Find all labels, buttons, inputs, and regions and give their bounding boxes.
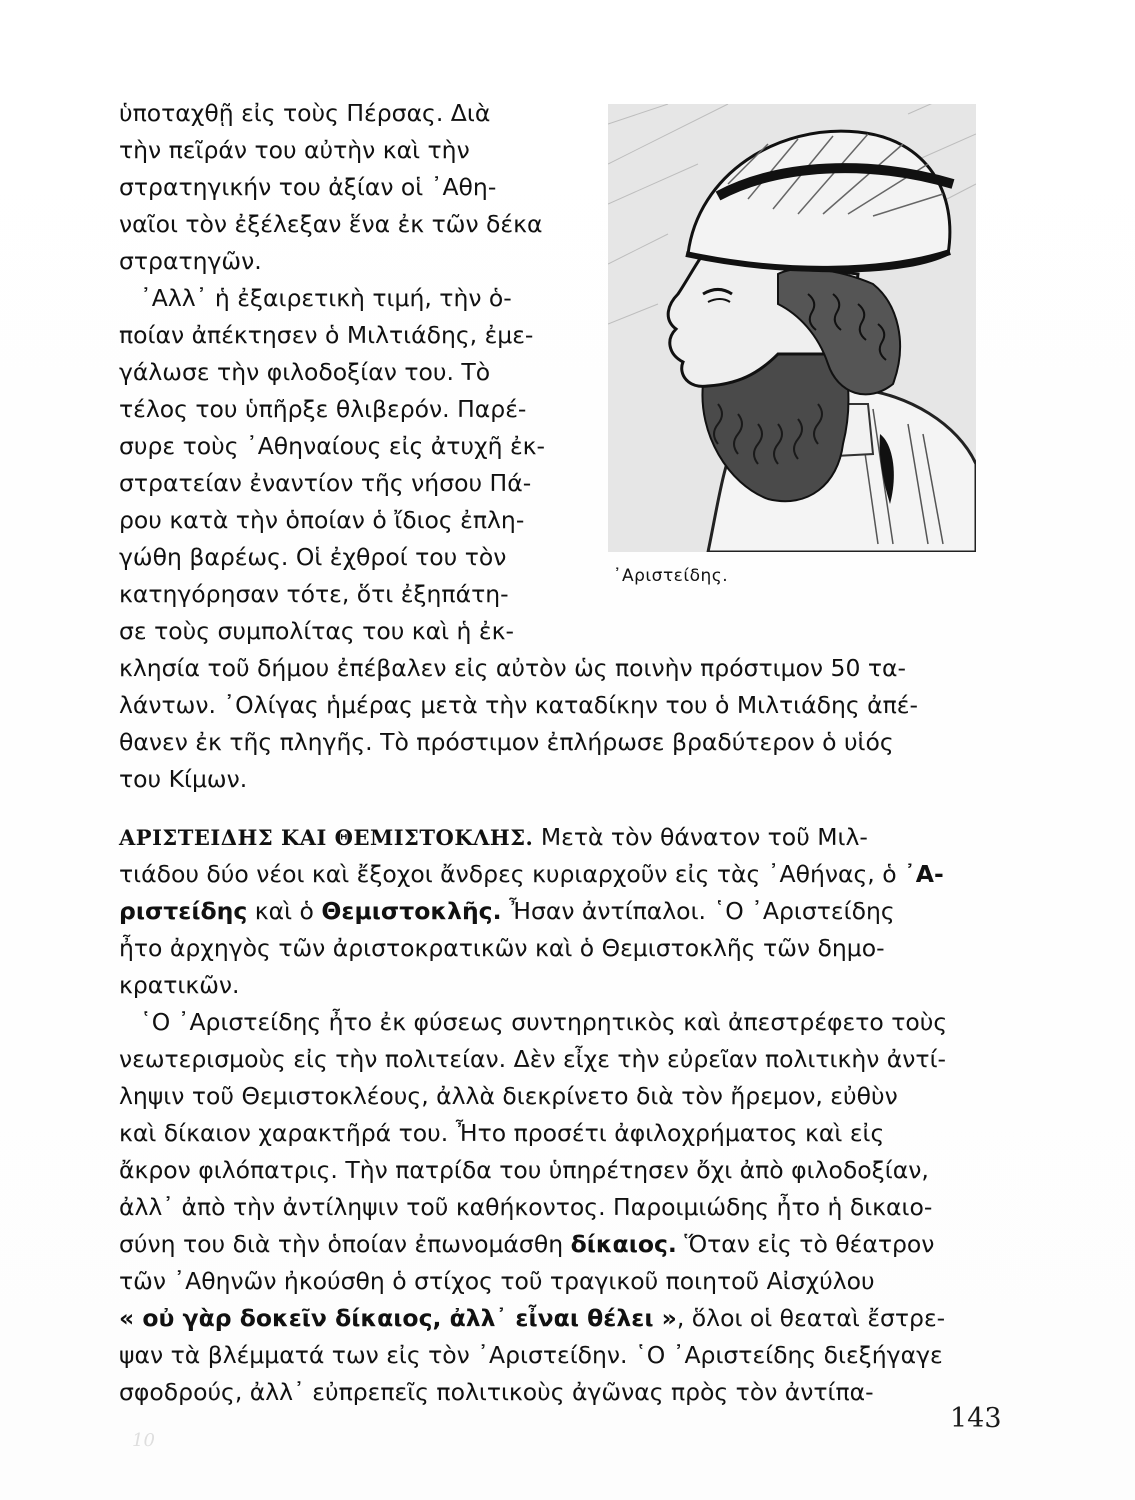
page-number: 143: [950, 1403, 1002, 1434]
para2-line: ἀλλ᾿ ἀπὸ τὴν ἀντίληψιν τοῦ καθήκοντος. Παροιμιώδης ἦτο ἡ δικαιο-: [119, 1193, 933, 1221]
section-line-3: [119, 897, 895, 925]
section-line-2: [119, 860, 944, 888]
column-line: στρατείαν ἐναντίον τῆς νήσου Πά-: [119, 469, 532, 497]
column-line: σε τοὺς συμπολίτας του καὶ ἡ ἐκ-: [119, 617, 514, 645]
section-line-4: ἦτο ἀρχηγὸς τῶν ἀριστοκρατικῶν καὶ ὁ Θεμιστοκλῆς τῶν δημο-: [119, 934, 885, 962]
paragraph-line: θανεν ἐκ τῆς πληγῆς. Τὸ πρόστιμον ἐπλήρωσε βραδύτερον ὁ υἱός: [119, 728, 894, 756]
para2-line-7-text: σύνη του διὰ τὴν ὁποίαν ἐπωνομάσθη: [119, 1230, 571, 1258]
column-line: ὑποταχθῇ εἰς τοὺς Πέρσας. Διὰ: [119, 99, 491, 127]
column-line: γάλωσε τὴν φιλοδοξίαν του. Τὸ: [119, 358, 491, 386]
aristides-portrait: [608, 104, 976, 552]
portrait-caption: ᾿Αριστείδης.: [613, 566, 729, 586]
section-line-2-text: τιάδου δύο νέοι καὶ ἔξοχοι ἄνδρες κυριαρχοῦν εἰς τὰς ᾿Αθήνας, ὁ: [119, 860, 905, 888]
para2-line: τῶν ᾿Αθηνῶν ἠκούσθη ὁ στίχος τοῦ τραγικοῦ ποιητοῦ Αἰσχύλου: [119, 1267, 875, 1295]
para2-line: σφοδρούς, ἀλλ᾿ εὐπρεπεῖς πολιτικοὺς ἀγῶνας πρὸς τὸν ἀντίπα-: [119, 1378, 874, 1406]
column-line: συρε τοὺς ᾿Αθηναίους εἰς ἀτυχῆ ἐκ-: [119, 432, 545, 460]
para2-line: νεωτερισμοὺς εἰς τὴν πολιτείαν. Δὲν εἶχε τὴν εὐρεῖαν πολιτικὴν ἀντί-: [119, 1045, 947, 1073]
section-line-3-mid: καὶ ὁ: [247, 897, 322, 925]
paragraph-line: κλησία τοῦ δήμου ἐπέβαλεν εἰς αὐτὸν ὡς ποινὴν πρόστιμον 50 τα-: [119, 654, 906, 682]
aristides-bust-illustration: [608, 104, 976, 552]
section-heading: ΑΡΙΣΤΕΙΔΗΣ ΚΑΙ ΘΕΜΙΣΤΟΚΛΗΣ.: [119, 825, 534, 850]
faint-bleedthrough-number: 10: [132, 1430, 155, 1451]
para2-line: [119, 1304, 946, 1332]
para2-line-9-rest: , ὅλοι οἱ θεαταὶ ἔστρε-: [676, 1304, 946, 1332]
para2-line-7-rest: Ὅταν εἰς τὸ θέατρον: [676, 1230, 935, 1258]
para2-line: ληψιν τοῦ Θεμιστοκλέους, ἀλλὰ διεκρίνετο διὰ τὸν ἤρεμον, εὐθὺν: [119, 1082, 898, 1110]
dikaios-bold: δίκαιος.: [570, 1230, 677, 1258]
column-line: ναῖοι τὸν ἐξέλεξαν ἕνα ἐκ τῶν δέκα: [119, 210, 543, 238]
column-line: ποίαν ἀπέκτησεν ὁ Μιλτιάδης, ἐμε-: [119, 321, 534, 349]
paragraph-line: λάντων. ᾿Ολίγας ἡμέρας μετὰ τὴν καταδίκην του ὁ Μιλτιάδης ἀπέ-: [119, 691, 918, 719]
aeschylus-quote-bold: « οὐ γὰρ δοκεῖν δίκαιος, ἀλλ᾿ εἶναι θέλει »: [119, 1304, 677, 1332]
paragraph-line: του Κίμων.: [119, 765, 248, 793]
aristides-bold-end: ριστείδης: [119, 897, 248, 925]
para2-line: ψαν τὰ βλέμματά των εἰς τὸν ᾿Αριστείδην. ῾Ο ᾿Αριστείδης διεξήγαγε: [119, 1341, 943, 1369]
aristides-bold-start: ᾿Α-: [904, 860, 944, 888]
section-line-1: [119, 823, 868, 851]
column-line: τέλος του ὑπῆρξε θλιβερόν. Παρέ-: [119, 395, 527, 423]
para2-line: ῾Ο ᾿Αριστείδης ἦτο ἐκ φύσεως συντηρητικὸς καὶ ἀπεστρέφετο τοὺς: [140, 1008, 948, 1036]
section-line-3-text: Ἦσαν ἀντίπαλοι. ῾Ο ᾿Αριστείδης: [501, 897, 895, 925]
column-line: στρατηγῶν.: [119, 247, 262, 275]
para2-line: ἄκρον φιλόπατρις. Τὴν πατρίδα του ὑπηρέτησεν ὄχι ἀπὸ φιλοδοξίαν,: [119, 1156, 929, 1184]
para2-line: καὶ δίκαιον χαρακτῆρά του. Ἦτο προσέτι ἀφιλοχρήματος καὶ εἰς: [119, 1119, 885, 1147]
column-line: κατηγόρησαν τότε, ὅτι ἐξηπάτη-: [119, 580, 509, 608]
column-line: στρατηγικήν του ἀξίαν οἱ ᾿Αθη-: [119, 173, 497, 201]
column-line: τὴν πεῖράν του αὐτὴν καὶ τὴν: [119, 136, 470, 164]
para2-line: [119, 1230, 935, 1258]
section-line-1-text: Μετὰ τὸν θάνατον τοῦ Μιλ-: [533, 823, 868, 851]
column-line: ρου κατὰ τὴν ὁποίαν ὁ ἴδιος ἐπλη-: [119, 506, 525, 534]
themistocles-bold: Θεμιστοκλῆς.: [321, 897, 502, 925]
section-line-5: κρατικῶν.: [119, 971, 240, 999]
column-line: ᾿Αλλ᾿ ἡ ἐξαιρετικὴ τιμή, τὴν ὁ-: [140, 284, 512, 312]
column-line: γώθη βαρέως. Οἱ ἐχθροί του τὸν: [119, 543, 507, 571]
